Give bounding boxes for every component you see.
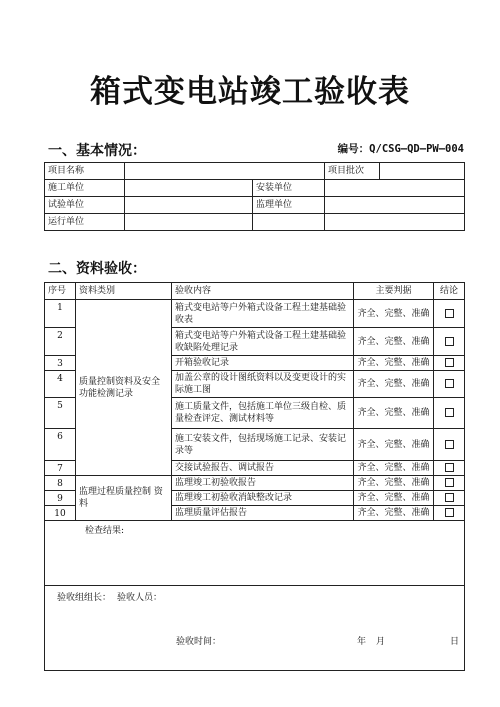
check-result-box[interactable] <box>45 521 465 586</box>
row-content: 监理竣工初验收报告 <box>172 476 354 491</box>
member-label: 验收人员： <box>117 593 163 603</box>
row-number: 7 <box>45 461 76 476</box>
row-content: 箱式变电站等户外箱式设备工程土建基础验收缺陷处理记录 <box>172 328 354 356</box>
project-name-label: 项目名称 <box>45 163 125 180</box>
checkbox-icon[interactable] <box>445 337 454 346</box>
row-criteria: 齐全、完整、准确 <box>354 328 434 356</box>
table-header-row <box>45 283 465 300</box>
row-number: 8 <box>45 476 76 491</box>
project-name-field[interactable] <box>125 163 325 180</box>
checkbox-icon[interactable] <box>445 379 454 388</box>
check-result-row <box>45 521 465 586</box>
supervision-unit-label: 监理单位 <box>253 197 325 214</box>
row-number: 10 <box>45 506 76 521</box>
basic-info-table <box>44 162 465 231</box>
row-number: 4 <box>45 371 76 398</box>
row-content: 加盖公章的设计图纸资料以及变更设计的实际施工图 <box>172 371 354 398</box>
row-number: 3 <box>45 356 76 371</box>
row-content: 监理质量评估报告 <box>172 506 354 521</box>
row-criteria: 齐全、完整、准确 <box>354 506 434 521</box>
construction-unit-field[interactable] <box>125 180 253 197</box>
conclusion-cell[interactable] <box>434 429 465 461</box>
table-row <box>45 476 465 491</box>
table-row <box>45 214 465 231</box>
conclusion-cell[interactable] <box>434 300 465 328</box>
row-number: 1 <box>45 300 76 328</box>
test-unit-label: 试验单位 <box>45 197 125 214</box>
row-content: 监理竣工初验收消缺整改记录 <box>172 491 354 506</box>
time-label: 验收时间： <box>176 637 222 647</box>
row-content: 开箱验收记录 <box>172 356 354 371</box>
blank-field-cell[interactable] <box>325 214 465 231</box>
row-criteria: 齐全、完整、准确 <box>354 371 434 398</box>
blank-label-cell <box>253 214 325 231</box>
checkbox-icon[interactable] <box>445 309 454 318</box>
conclusion-cell[interactable] <box>434 398 465 429</box>
row-content: 箱式变电站等户外箱式设备工程土建基础验收表 <box>172 300 354 328</box>
row-number: 5 <box>45 398 76 429</box>
checkbox-icon[interactable] <box>445 508 454 517</box>
row-criteria: 齐全、完整、准确 <box>354 300 434 328</box>
signature-box[interactable] <box>45 586 465 671</box>
document-title: 箱式变电站竣工验收表 <box>90 74 410 110</box>
document-acceptance-table <box>44 282 465 671</box>
signature-row <box>45 586 465 671</box>
table-row <box>45 180 465 197</box>
operation-unit-label: 运行单位 <box>45 214 125 231</box>
header-no: 序号 <box>45 283 76 300</box>
section-basic-heading: 一、基本情况： <box>48 143 146 159</box>
day-label: 日 <box>450 637 460 647</box>
installation-unit-field[interactable] <box>325 180 465 197</box>
project-batch-label: 项目批次 <box>325 163 380 180</box>
row-number: 6 <box>45 429 76 461</box>
row-criteria: 齐全、完整、准确 <box>354 356 434 371</box>
row-criteria: 齐全、完整、准确 <box>354 398 434 429</box>
row-content: 施工质量文件，包括施工单位三级自检、质量检查评定、测试材料等 <box>172 398 354 429</box>
table-row <box>45 197 465 214</box>
test-unit-field[interactable] <box>125 197 253 214</box>
row-criteria: 齐全、完整、准确 <box>354 429 434 461</box>
conclusion-cell[interactable] <box>434 506 465 521</box>
month-label: 月 <box>376 637 386 647</box>
conclusion-cell[interactable] <box>434 461 465 476</box>
conclusion-cell[interactable] <box>434 491 465 506</box>
checkbox-icon[interactable] <box>445 463 454 472</box>
row-criteria: 齐全、完整、准确 <box>354 476 434 491</box>
conclusion-cell[interactable] <box>434 476 465 491</box>
header-content: 验收内容 <box>172 283 354 300</box>
row-criteria: 齐全、完整、准确 <box>354 491 434 506</box>
row-number: 9 <box>45 491 76 506</box>
installation-unit-label: 安装单位 <box>253 180 325 197</box>
table-row <box>45 300 465 328</box>
supervision-unit-field[interactable] <box>325 197 465 214</box>
category-supervision: 监理过程质量控制 资料 <box>76 476 172 521</box>
checkbox-icon[interactable] <box>445 358 454 367</box>
conclusion-cell[interactable] <box>434 371 465 398</box>
document-number: 编号：Q/CSG—QD—PW—004 <box>337 143 464 155</box>
team-leader-label: 验收组组长： <box>57 593 112 603</box>
row-content: 施工安装文件，包括现场施工记录、安装记录等 <box>172 429 354 461</box>
checkbox-icon[interactable] <box>445 408 454 417</box>
construction-unit-label: 施工单位 <box>45 180 125 197</box>
section-documents-heading: 二、资料验收： <box>48 261 146 277</box>
year-label: 年 <box>357 637 367 647</box>
conclusion-cell[interactable] <box>434 356 465 371</box>
row-number: 2 <box>45 328 76 356</box>
header-criteria: 主要判据 <box>354 283 434 300</box>
conclusion-cell[interactable] <box>434 328 465 356</box>
table-row <box>45 163 465 180</box>
category-quality-control: 质量控制资料及安全功能检测记录 <box>76 300 172 476</box>
operation-unit-field[interactable] <box>125 214 253 231</box>
header-conclusion: 结论 <box>434 283 465 300</box>
row-criteria: 齐全、完整、准确 <box>354 461 434 476</box>
row-content: 交接试验报告、调试报告 <box>172 461 354 476</box>
header-category: 资料类别 <box>76 283 172 300</box>
checkbox-icon[interactable] <box>445 478 454 487</box>
checkbox-icon[interactable] <box>445 440 454 449</box>
checkbox-icon[interactable] <box>445 493 454 502</box>
project-batch-field[interactable] <box>380 163 465 180</box>
check-result-label: 检查结果: <box>85 526 125 536</box>
